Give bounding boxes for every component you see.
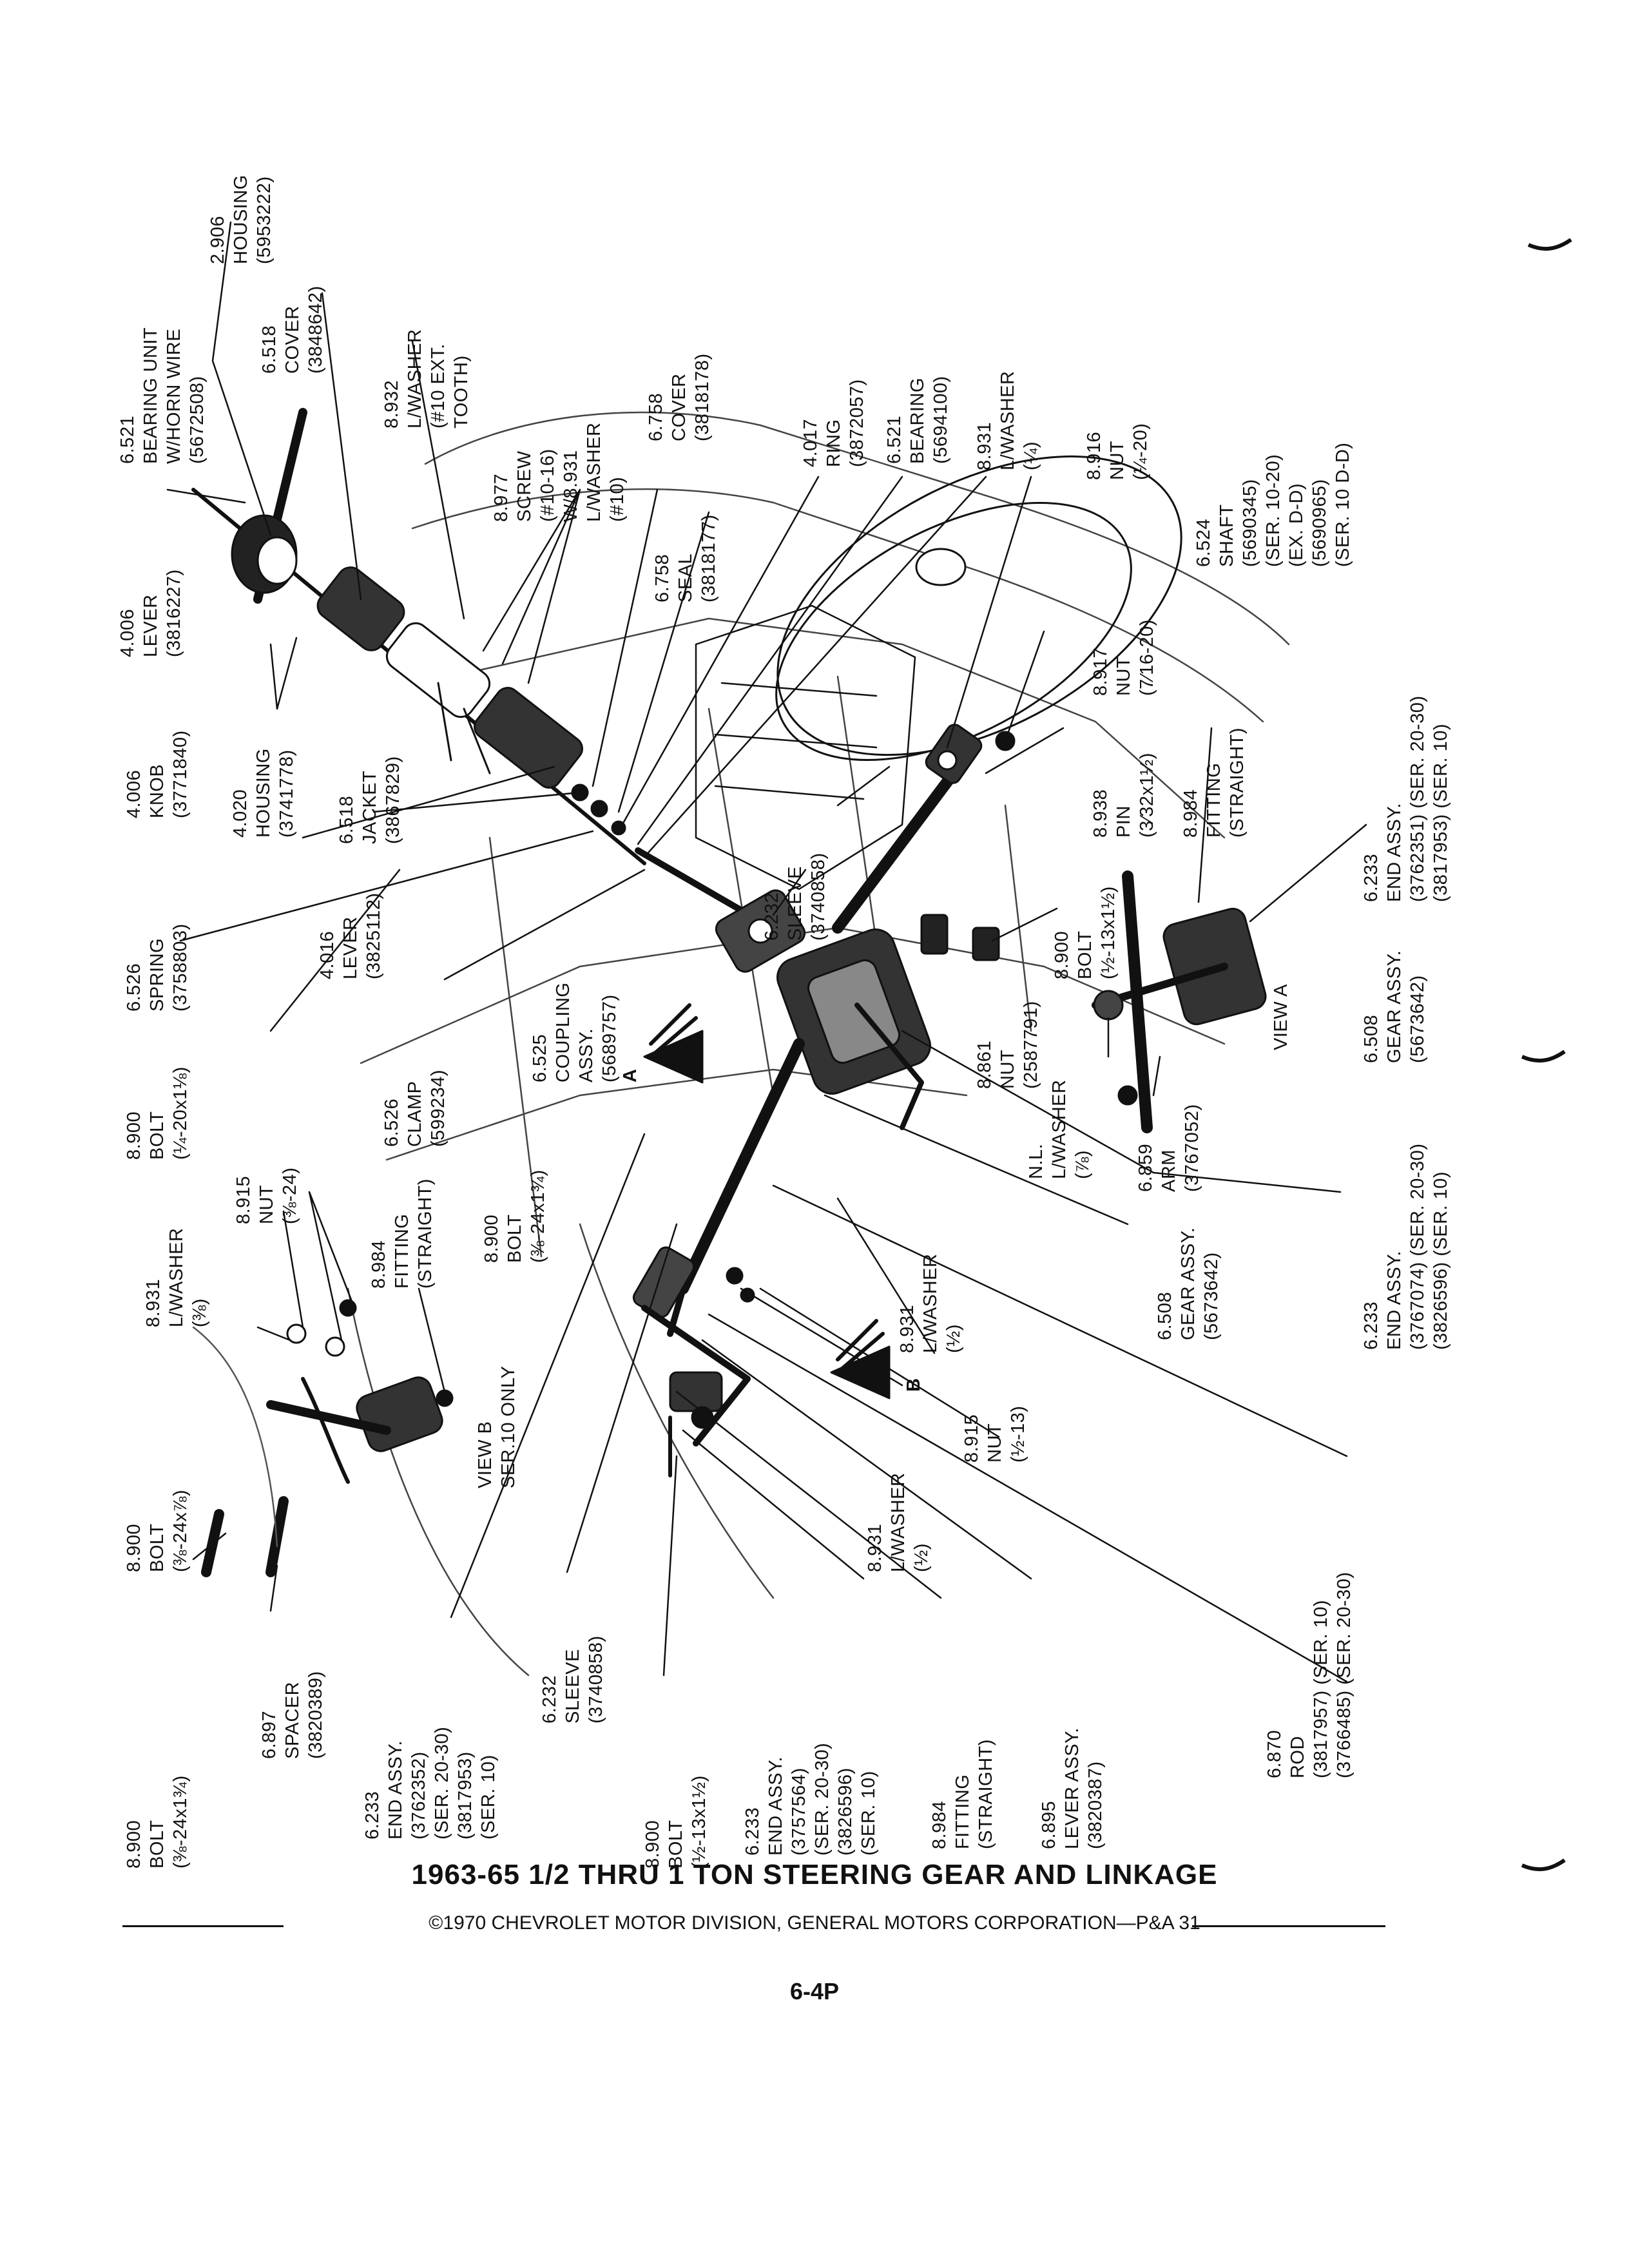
callout-knob-4006: 4.006 KNOB (3771840): [124, 730, 191, 818]
engine-outline: [696, 606, 915, 889]
arrow-a-marker: [644, 1005, 702, 1082]
callout-lwasher-8931-half-bottom: 8.931 L/WASHER (½): [865, 1472, 932, 1572]
callout-ring-4017: 4.017 RING (3872057): [800, 379, 867, 467]
callout-lever-assy-6895: 6.895 LEVER ASSY. (3820387): [1039, 1727, 1106, 1849]
callout-bolt-8900-top: 8.900 BOLT (¼-20x1⅛): [124, 1066, 191, 1160]
callout-spacer-6897: 6.897 SPACER (3820389): [259, 1671, 326, 1759]
callout-rod-6870: 6.870 ROD (3817957) (SER. 10) (3766485) (SER. 20-30): [1264, 1571, 1354, 1778]
callout-view-a: VIEW A: [1271, 984, 1291, 1050]
view-b-inset: [193, 1300, 452, 1572]
copyright-notice: ©1970 CHEVROLET MOTOR DIVISION, GENERAL MOTORS CORPORATION—P&A 31: [429, 1912, 1200, 1934]
callout-lever-4016: 4.016 LEVER (3825112): [317, 892, 384, 979]
callout-housing-4020: 4.020 HOUSING (3741778): [230, 748, 297, 838]
callout-nut-8861: 8.861 NUT (2587791): [974, 1001, 1041, 1089]
callout-sleeve-6232-bottom: 6.232 SLEEVE (3740858): [539, 1635, 606, 1724]
callout-gear-assy-view-a: 6.508 GEAR ASSY. (5673642): [1361, 950, 1428, 1063]
callout-bolt-8900-bottom-left: 8.900 BOLT (⅜-24x1¾): [124, 1775, 191, 1869]
callout-bearing-unit: 6.521 BEARING UNIT W/HORN WIRE (5672508): [117, 327, 207, 464]
binding-mark-top: [1527, 232, 1572, 258]
callout-fitting-8984-left: 8.984 FITTING (STRAIGHT): [369, 1178, 436, 1289]
callout-jacket-6518: 6.518 JACKET (3867829): [336, 756, 403, 844]
page-title: 1963-65 1/2 THRU 1 TON STEERING GEAR AND LINKAGE: [411, 1859, 1218, 1890]
callout-gear-assy-main: 6.508 GEAR ASSY. (5673642): [1155, 1227, 1222, 1340]
callout-spring-6526: 6.526 SPRING (3758803): [124, 923, 191, 1012]
binding-mark-middle: [1521, 1044, 1566, 1070]
callout-end-assy-6233-left: 6.233 END ASSY. (3762352) (SER. 20-30) (3817953) (SER. 10): [362, 1726, 499, 1840]
arrow-a-label: A: [620, 1068, 641, 1082]
callout-nl-lwasher: N.L. L/WASHER (⅞): [1026, 1079, 1093, 1179]
callout-housing-2906: 2.906 HOUSING (5953222): [207, 175, 275, 264]
callout-bolt-8900-mid: 8.900 BOLT (⅜-24x1¾): [481, 1169, 548, 1263]
callout-bearing-6521: 6.521 BEARING (5694100): [884, 376, 951, 464]
callout-bolt-8900-view-a: 8.900 BOLT (½-13x1½): [1052, 886, 1119, 979]
callout-view-b: VIEW B SER.10 ONLY: [475, 1365, 519, 1488]
callout-lwasher-8931-quarter: 8.931 L/WASHER (¼): [974, 370, 1041, 470]
callout-nut-8917: 8.917 NUT (7⁄16-20): [1090, 619, 1157, 696]
footer-rule-right: [1192, 1925, 1385, 1927]
page-number: 6-4P: [789, 1978, 840, 2004]
callout-seal-6758: 6.758 SEAL (3818177): [652, 514, 719, 602]
steering-gear-main: [772, 924, 936, 1128]
callout-end-assy-6233-right: 6.233 END ASSY. (3767074) (SER. 20-30) (3826596) (SER. 10): [1361, 1143, 1451, 1350]
callout-nut-8915-left: 8.915 NUT (⅜-24): [233, 1167, 300, 1224]
callout-bolt-8900-left: 8.900 BOLT (⅜-24x⅞): [124, 1489, 191, 1572]
callout-fitting-8984-bottom: 8.984 FITTING (STRAIGHT): [929, 1739, 996, 1849]
callout-arm-6859: 6.859 ARM (3767052): [1135, 1104, 1202, 1192]
callout-sleeve-6232-top: 6.232 SLEEVE (3740858): [762, 852, 829, 941]
callout-lever-4006: 4.006 LEVER (3816227): [117, 569, 184, 657]
callout-shaft-6524: 6.524 SHAFT (5690345) (SER. 10-20) (EX. D-D) (5690965) (SER. 10 D-D): [1193, 442, 1353, 567]
callout-cover-6518: 6.518 COVER (3848642): [259, 285, 326, 374]
callout-cover-6758: 6.758 COVER (3818178): [646, 353, 713, 441]
callout-end-assy-6233-bottom: 6.233 END ASSY. (3757564) (SER. 20-30) (3826596) (SER. 10): [742, 1742, 879, 1856]
callout-nut-8915-bottom: 8.915 NUT (½-13): [961, 1405, 1028, 1463]
callout-lwasher-8931-half-mid: 8.931 L/WASHER (½): [897, 1253, 964, 1353]
arrow-b-label: B: [903, 1378, 924, 1392]
callout-lwasher-8931-left: 8.931 L/WASHER (⅜): [143, 1227, 210, 1327]
callout-bolt-8900-bottom: 8.900 BOLT (½-13x1½): [642, 1775, 709, 1869]
callout-end-assy-6233-top: 6.233 END ASSY. (3762351) (SER. 20-30) (3817953) (SER. 10): [1361, 695, 1451, 902]
callout-fitting-8984-top: 8.984 FITTING (STRAIGHT): [1181, 727, 1248, 838]
callout-nut-8916: 8.916 NUT (¼-20): [1084, 423, 1151, 480]
callout-screw-8977: 8.977 SCREW (#10-16) W/8.931 L/WASHER (#10): [491, 422, 628, 522]
callout-lwasher-8932: 8.932 L/WASHER (#10 EXT. TOOTH): [381, 329, 472, 428]
callout-pin-8938: 8.938 PIN (3⁄32x1½): [1090, 753, 1157, 838]
callout-coupling-6525: 6.525 COUPLING ASSY. (5689757): [530, 982, 620, 1082]
callout-clamp-6526: 6.526 CLAMP (599234): [381, 1069, 448, 1147]
